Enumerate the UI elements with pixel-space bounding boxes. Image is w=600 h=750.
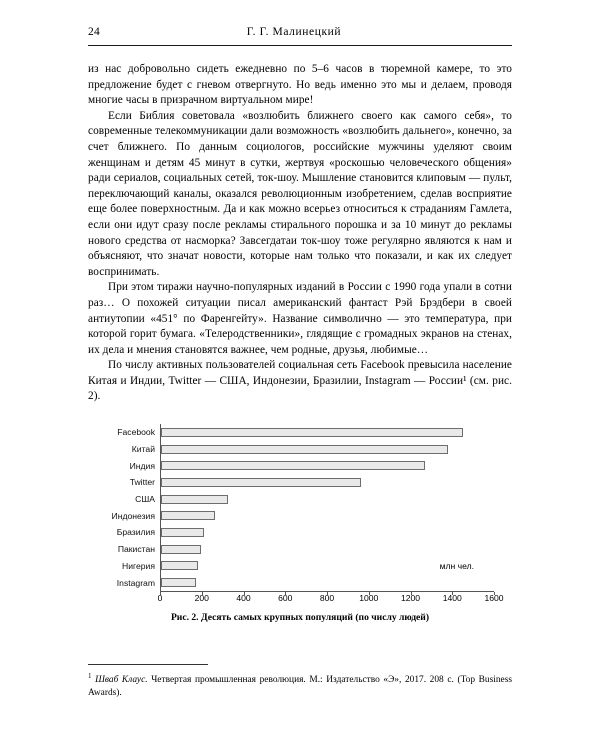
x-tick-label: 1400: [442, 593, 462, 603]
bar-category-label: Нигерия: [122, 560, 155, 571]
figure-label: Рис. 2.: [170, 612, 199, 623]
bar-chart: [88, 424, 512, 610]
bar: [161, 528, 204, 537]
paragraph: При этом тиражи научно-популярных изданий в России с 1990 года упали в сотни раз… О похожей ситуации писал американский фантаст Рэй Брэдбери в своей антиутопии «451° по Фаренгейту». Название символично — это температура, при которой горит бумага. «Телеродственники», глядящие с громадных экранов на стенах, их дела и мнения становятся важнее, чем родные, друзья, любимые…: [88, 281, 512, 356]
running-author: Г. Г. Малинецкий: [246, 26, 342, 38]
bar: [161, 445, 448, 454]
header-rule: [88, 45, 512, 46]
bar-row: [111, 507, 494, 524]
bar-row: [131, 441, 494, 458]
x-tick-label: 1600: [484, 593, 504, 603]
bar: [161, 578, 196, 587]
bar-category-label: Бразилия: [116, 527, 155, 538]
bar: [161, 561, 198, 570]
footnote-marker: 1: [88, 672, 92, 680]
bar-row: [117, 424, 494, 441]
figure-caption-text: Десять самых крупных популяций (по числу людей): [200, 612, 430, 623]
paragraph: из нас добровольно сидеть ежедневно по 5–6 часов в тюремной камере, то это предложение будет с гневом отвергнуто. Но ведь именно это мы и делаем, проводя многие часы в призрачном виртуальном мире!: [88, 63, 512, 107]
x-tick-label: 0: [157, 593, 163, 603]
bar-row: [135, 491, 494, 508]
bar: [161, 545, 201, 554]
x-axis-ticks: [157, 592, 504, 606]
bar-category-label: Индонезия: [111, 510, 155, 521]
bar-row: [129, 474, 494, 491]
page-header: [88, 26, 512, 38]
x-tick-label: 200: [194, 593, 209, 603]
x-tick-label: 1000: [359, 593, 379, 603]
axis-unit-label: млн чел.: [439, 561, 474, 571]
paragraph: Если Библия советовала «возлюбить ближнего своего как самого себя», то современные телекоммуникации дали возможность «возлюбить дальнего», конечно, за счет ближнего. По данным социологов, российские мужчины уделяют своим женщинам и детям 45 минут в сутки, жертвуя «роскошью человеческого общения» ради сериалов, социальных сетей, ток-шоу. Мышление становится клиповым — пульт, переключающий каналы, оказался революционным изобретением, сделав восприятие еще более поверхностным. Да и как можно всерьез относиться к страданиям Гамлета, если они идут сразу после рекламы стирального порошка и за 10 минут до рекламы нового средства от насморка? Завсегдатаи ток-шоу тоже регулярно являются к нам и объясняют, что значат новости, которые нам только что показали, и как их следует воспринимать.: [88, 109, 512, 278]
footnote-separator: [88, 664, 208, 665]
x-tick-label: 1200: [400, 593, 421, 603]
footnote-author: Шваб Клаус.: [95, 675, 148, 686]
bar-category-label: Twitter: [129, 477, 155, 488]
plot-area: [111, 424, 494, 592]
bar-category-label: Instagram: [116, 577, 155, 588]
paragraph: По числу активных пользователей социальная сеть Facebook превысила население Китая и Индии, Twitter — США, Индонезии, Бразилии, Instagram — России¹ (см. рис. 2).: [88, 359, 512, 403]
bar-category-label: Индия: [129, 460, 155, 471]
bar: [161, 511, 215, 520]
bar-category-label: Китай: [131, 444, 155, 455]
bar: [161, 461, 425, 470]
bar: [161, 478, 361, 487]
bar: [161, 428, 463, 437]
bar: [161, 495, 228, 504]
bar-row: [116, 574, 494, 591]
bar-row: [116, 524, 494, 541]
figure-caption: [88, 612, 512, 623]
x-tick-label: 600: [278, 593, 293, 603]
bar-category-label: США: [135, 494, 155, 505]
footnote-text: Четвертая промышленная революция. М.: Издательство «Э», 2017. 208 с. (Top Business Awards).: [88, 675, 513, 699]
page-number: 24: [88, 26, 100, 38]
bar-row: [129, 457, 494, 474]
x-tick-label: 800: [319, 593, 335, 603]
x-tick-label: 400: [236, 593, 251, 603]
figure-2: [88, 424, 512, 623]
bar-row: [117, 541, 494, 558]
bar-category-label: Пакистан: [117, 544, 155, 555]
footnote: [88, 670, 512, 700]
body-text: [88, 62, 512, 405]
bar-category-label: Facebook: [117, 427, 155, 438]
